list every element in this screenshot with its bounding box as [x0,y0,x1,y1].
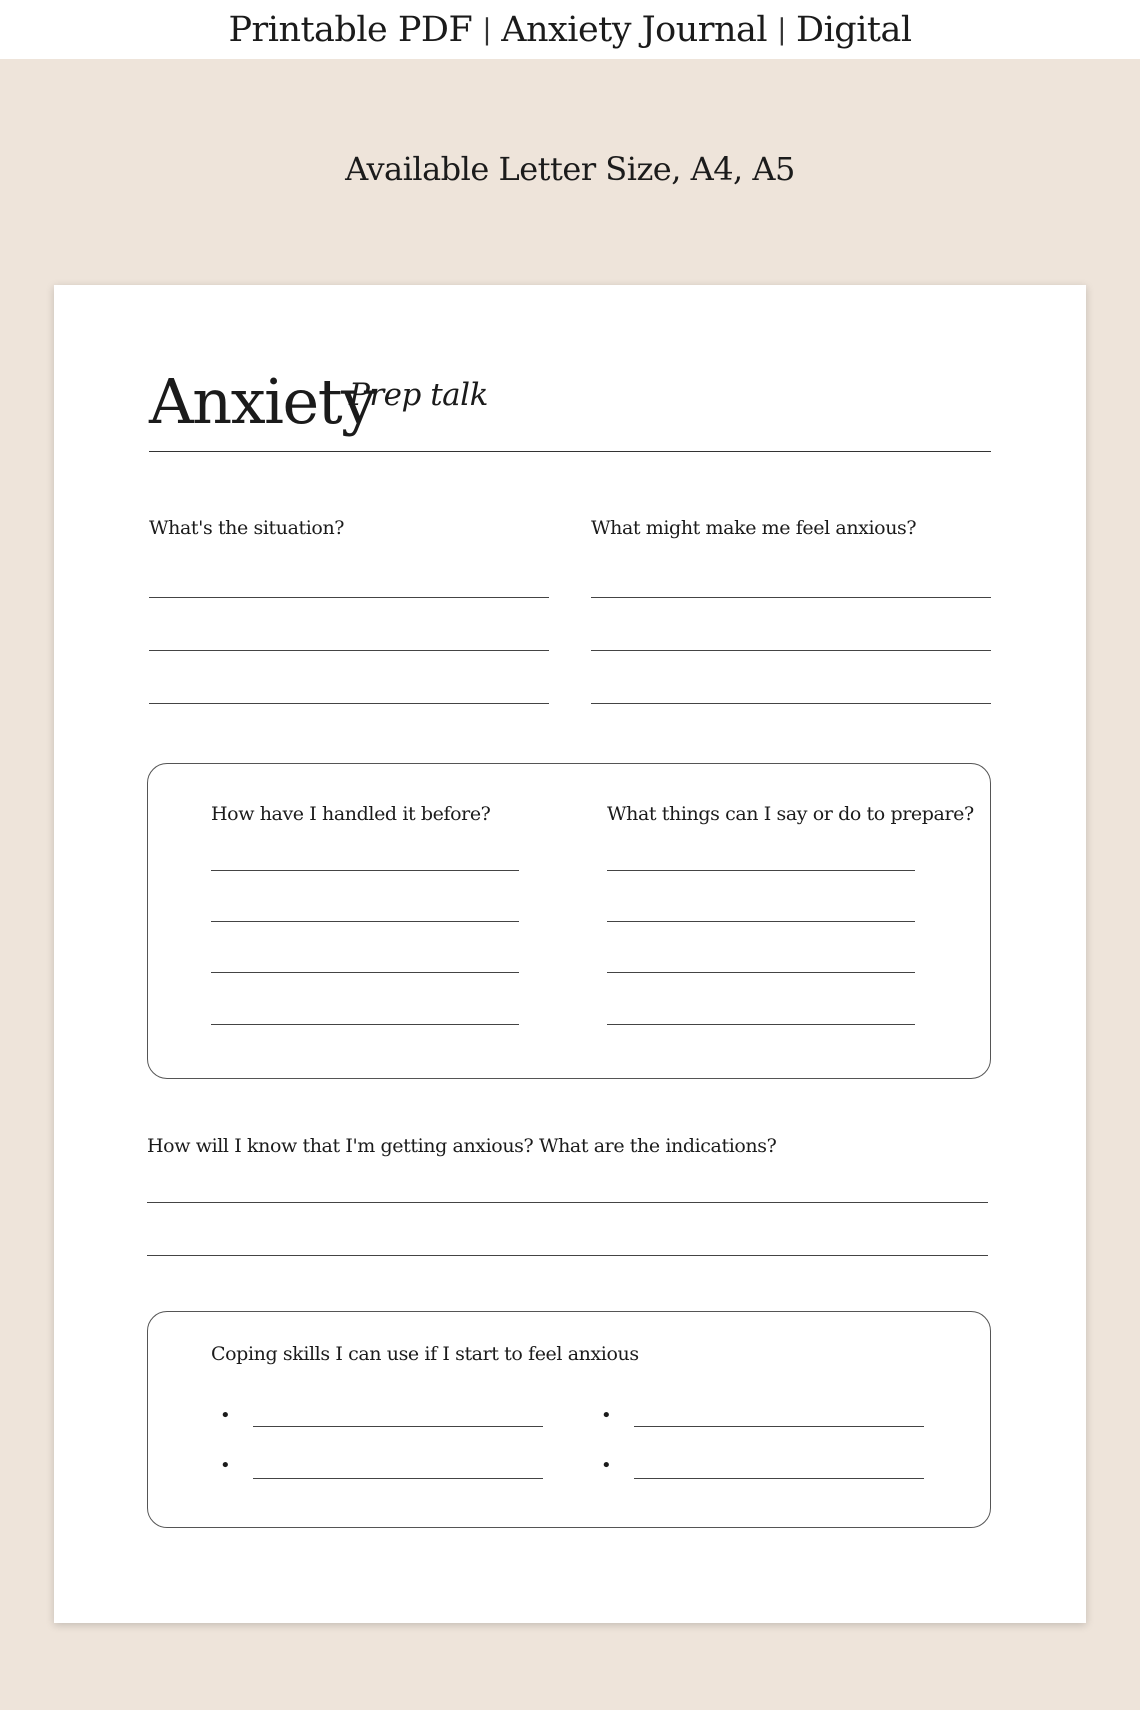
write-line[interactable] [607,921,915,922]
write-line[interactable] [147,1202,988,1203]
write-line[interactable] [149,597,549,598]
worksheet-title [149,365,488,438]
write-line[interactable] [607,870,915,871]
title-divider [149,451,991,452]
question-coping: Coping skills I can use if I start to feel anxious [211,1343,639,1365]
header-separator: | [777,13,787,46]
write-line[interactable] [253,1478,543,1479]
question-handled-before: How have I handled it before? [211,803,491,825]
write-line[interactable] [211,921,519,922]
write-line[interactable] [591,703,991,704]
header-bar [0,0,1140,59]
title-anxiety: Anxiety [149,365,375,438]
write-line[interactable] [149,703,549,704]
write-line[interactable] [607,1024,915,1025]
write-line[interactable] [591,597,991,598]
bullet: • [220,1455,231,1476]
bullet: • [220,1405,231,1426]
write-line[interactable] [634,1478,924,1479]
write-line[interactable] [211,1024,519,1025]
question-prepare: What things can I say or do to prepare? [607,803,974,825]
write-line[interactable] [147,1255,988,1256]
write-line[interactable] [607,972,915,973]
bullet: • [601,1405,612,1426]
write-line[interactable] [591,650,991,651]
header-printable-pdf: Printable PDF [228,9,473,50]
header-anxiety-journal: Anxiety Journal [501,9,768,50]
question-indications: How will I know that I'm getting anxious? What are the indications? [147,1135,777,1157]
bullet: • [601,1455,612,1476]
header-separator: | [482,13,492,46]
write-line[interactable] [149,650,549,651]
title-prep-talk: Prep talk [349,377,488,413]
write-line[interactable] [634,1426,924,1427]
question-situation: What's the situation? [149,517,345,539]
write-line[interactable] [211,972,519,973]
available-sizes-text: Available Letter Size, A4, A5 [345,150,795,188]
write-line[interactable] [253,1426,543,1427]
header-digital: Digital [796,9,912,50]
worksheet-page [54,285,1086,1623]
write-line[interactable] [211,870,519,871]
question-feel-anxious: What might make me feel anxious? [591,517,917,539]
